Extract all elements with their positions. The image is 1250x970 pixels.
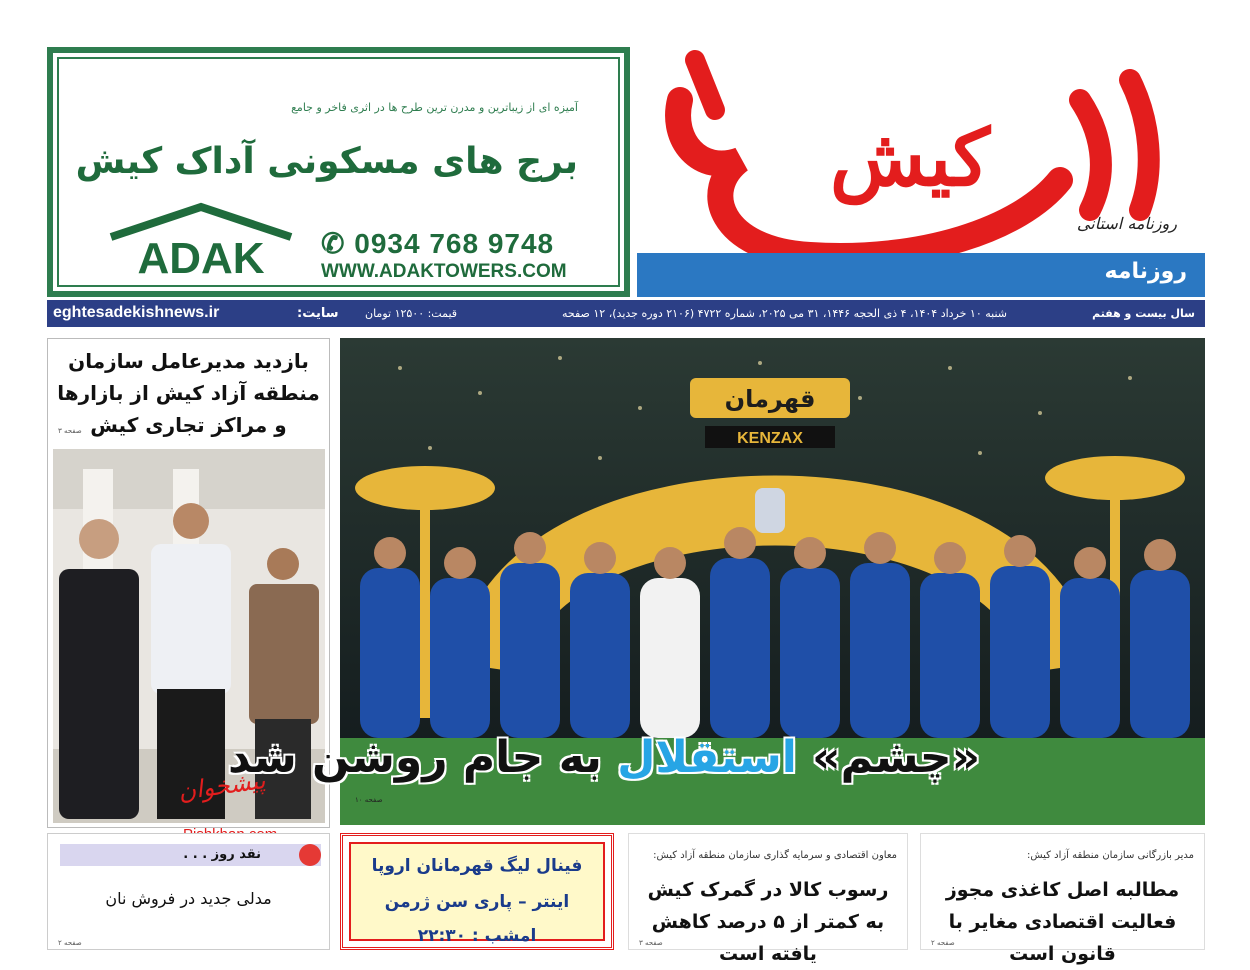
side-story-page-ref: صفحه ۳ bbox=[58, 427, 82, 435]
issue-year: سال بیست و هفتم bbox=[1092, 307, 1195, 320]
issue-info-strip bbox=[47, 300, 1205, 327]
ad-headline: برج های مسکونی آداک کیش bbox=[75, 141, 578, 182]
site-label: سایت: bbox=[297, 306, 339, 321]
customs-page-ref: صفحه ۳ bbox=[639, 939, 663, 947]
ucl-final-box[interactable] bbox=[340, 833, 614, 950]
pishkhan-watermark: پیشخوان bbox=[176, 766, 268, 806]
logo-word-sub: کیش bbox=[829, 113, 991, 204]
site-link[interactable]: eghtesadekishnews.ir bbox=[53, 304, 220, 321]
cash-box-story[interactable]: مدلی جدید در فروش نان bbox=[105, 889, 272, 908]
main-story-page-ref: صفحه ۱۰ bbox=[355, 796, 383, 804]
customs-story-box[interactable] bbox=[628, 833, 908, 965]
headline-part-1: «چشم» bbox=[812, 732, 980, 783]
cash-box[interactable] bbox=[47, 833, 330, 950]
headline-part-2: استقلال bbox=[617, 732, 797, 783]
adak-logo bbox=[101, 199, 301, 283]
permit-page-ref: صفحه ۲ bbox=[931, 939, 955, 947]
ad-inner-frame bbox=[57, 57, 620, 287]
permit-kicker: مدیر بازرگانی سازمان منطقه آزاد کیش: bbox=[1027, 850, 1194, 861]
main-story-headline[interactable] bbox=[228, 732, 980, 783]
ad-phone-number[interactable] bbox=[321, 227, 554, 260]
issue-price: قیمت: ۱۲۵۰۰ تومان bbox=[365, 307, 458, 320]
side-story-headline[interactable]: بازدید مدیرعامل سازمان منطقه آزاد کیش از بازارها و مراکز تجاری کیش bbox=[57, 349, 320, 437]
customs-kicker: معاون اقتصادی و سرمایه گذاری سازمان منطقه آزاد کیش: bbox=[653, 850, 897, 861]
ad-website[interactable]: WWW.ADAKTOWERS.COM bbox=[321, 261, 567, 282]
adak-advertisement[interactable] bbox=[47, 47, 630, 297]
ucl-final-inner bbox=[349, 842, 605, 946]
cash-box-label: نقد روز . . . bbox=[183, 847, 261, 862]
photo-banner-brand: KENZAX bbox=[737, 430, 803, 447]
headline-part-3: به جام روشن شد bbox=[228, 732, 602, 783]
ucl-line-2: اینتر – پاری سن ژرمن bbox=[384, 892, 570, 912]
permit-story-box[interactable] bbox=[920, 833, 1205, 965]
ad-brand-text: ADAK bbox=[137, 234, 265, 283]
photo-banner-title: قهرمان bbox=[724, 385, 816, 413]
ucl-line-1: فینال لیگ قهرمانان اروپا bbox=[371, 856, 583, 876]
permit-title[interactable]: مطالبه اصل کاغذی مجوز فعالیت اقتصادی مغایر با قانون است bbox=[945, 879, 1180, 965]
phone-icon: ✆ bbox=[321, 228, 346, 259]
masthead-blue-bar bbox=[637, 253, 1205, 297]
cash-box-page-ref: صفحه ۲ bbox=[58, 939, 82, 947]
cash-box-icon bbox=[299, 844, 321, 866]
blue-bar-label: روزنامه bbox=[1104, 259, 1187, 284]
ad-tagline: آمیزه ای از زیباترین و مدرن ترین طرح ها در اثری فاخر و جامع bbox=[291, 101, 578, 114]
ad-phone-text: 0934 768 9748 bbox=[354, 228, 555, 259]
cash-box-topbar bbox=[60, 844, 321, 866]
logo-subtitle: روزنامه استانی bbox=[1076, 214, 1177, 233]
ucl-line-3: امشب : ۲۲:۳۰ bbox=[417, 926, 537, 946]
customs-title[interactable]: رسوب کالا در گمرک کیش به کمتر از ۵ درصد کاهش یافته است bbox=[647, 879, 889, 965]
issue-date: شنبه ۱۰ خرداد ۱۴۰۴، ۴ ذی الحجه ۱۴۴۶، ۳۱ می ۲۰۲۵، شماره ۴۷۲۲ (۲۱۰۶ دوره جدید)، ۱۲ صفحه bbox=[561, 307, 1007, 320]
